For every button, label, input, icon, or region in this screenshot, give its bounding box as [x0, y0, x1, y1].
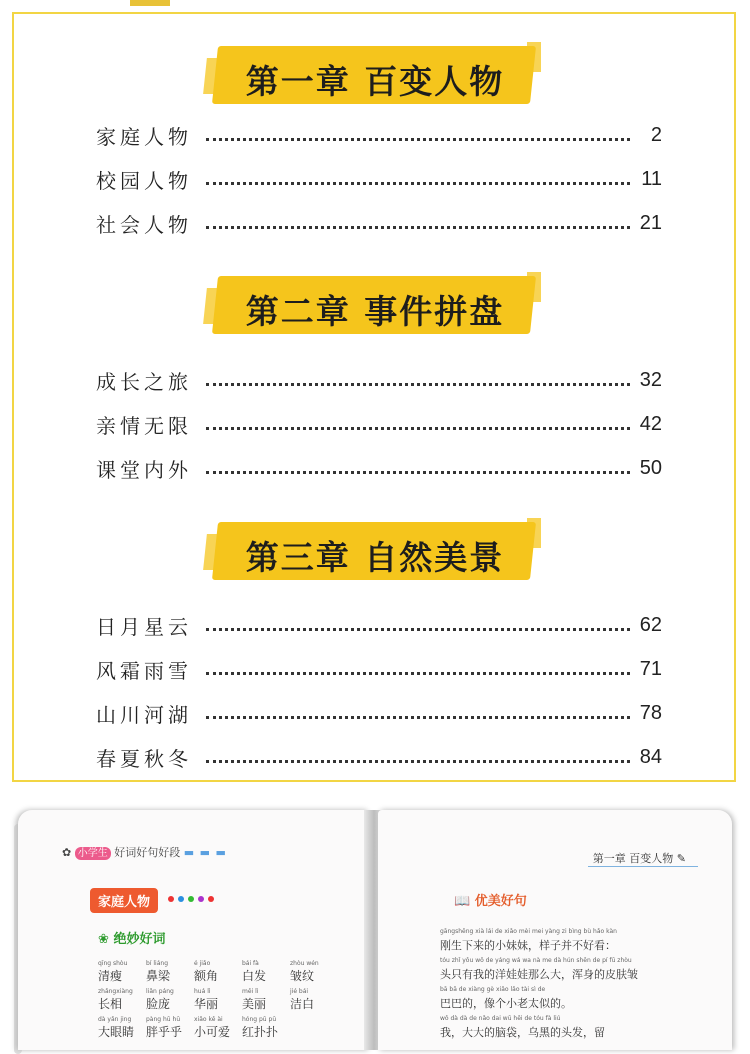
sentence-line — [440, 957, 710, 986]
word-text: 清瘦 — [98, 969, 123, 983]
chapter-2-banner — [205, 268, 545, 342]
leader-dots — [206, 672, 630, 675]
book-preview — [18, 810, 732, 1050]
word-item — [98, 988, 146, 1012]
section-banner: 家庭人物 — [90, 888, 158, 913]
word-grid — [98, 960, 338, 1040]
toc-entry-label: 家庭人物 — [96, 124, 192, 149]
word-pinyin: qīng shòu — [98, 960, 128, 967]
word-text: 胖乎乎 — [146, 1025, 183, 1039]
sentence-text: 我，大大的脑袋，乌黑的头发，留 — [440, 1026, 605, 1039]
word-item — [146, 988, 194, 1012]
toc-entry-label: 校园人物 — [96, 168, 192, 193]
series-header — [62, 844, 227, 860]
word-pinyin: zhòu wén — [290, 960, 319, 967]
sentence-block — [440, 928, 710, 1044]
word-item — [290, 988, 338, 1012]
word-pinyin: pàng hū hū — [146, 1016, 181, 1023]
toc-entry-label: 亲情无限 — [96, 413, 192, 438]
word-pinyin: xiǎo kě ài — [194, 1016, 223, 1023]
sentence-pinyin: bā bā de xiàng gè xiǎo lǎo tài sì de — [440, 986, 546, 993]
chapter-1-title: 第一章 百变人物 — [245, 62, 505, 101]
series-name: 好词好句好段 — [114, 846, 181, 859]
word-pinyin: bí liáng — [146, 960, 169, 967]
leader-dots — [206, 226, 630, 229]
toc-entry-label: 课堂内外 — [96, 457, 192, 482]
toc-entry[interactable] — [96, 610, 662, 640]
pencil-icon: ✎ — [676, 852, 686, 865]
toc-entry-label: 山川河湖 — [96, 702, 192, 727]
sentence-line — [440, 986, 710, 1015]
word-text: 鼻梁 — [146, 969, 171, 983]
chapter-1-banner — [205, 38, 545, 112]
word-pinyin: liǎn páng — [146, 988, 174, 995]
word-text: 小可爱 — [194, 1025, 231, 1039]
leader-dots — [206, 182, 630, 185]
kid-icon: ✿ — [62, 846, 72, 859]
subheading-label: 优美好句 — [474, 894, 527, 909]
word-item — [146, 960, 194, 984]
word-pinyin: měi lì — [242, 988, 259, 995]
toc-entry-page: 42 — [639, 412, 662, 435]
leader-dots — [206, 383, 630, 386]
word-pinyin: hóng pū pū — [242, 1016, 277, 1023]
toc-entry[interactable] — [96, 120, 662, 150]
toc-entry[interactable] — [96, 453, 662, 483]
toc-entry[interactable] — [96, 654, 662, 684]
toc-entry-label: 社会人物 — [96, 212, 192, 237]
toc-entry[interactable] — [96, 164, 662, 194]
running-header — [593, 850, 686, 866]
word-item — [242, 988, 290, 1012]
word-text: 美丽 — [242, 997, 267, 1011]
sentence-line — [440, 1015, 710, 1044]
top-decoration — [130, 0, 170, 6]
leader-dots — [206, 138, 630, 141]
word-pinyin: huá lì — [194, 988, 211, 995]
subheading-sentences — [454, 890, 527, 909]
word-text: 脸庞 — [146, 997, 171, 1011]
word-text: 华丽 — [194, 997, 219, 1011]
word-item — [146, 1016, 194, 1040]
toc-entry-label: 春夏秋冬 — [96, 746, 192, 771]
sentence-pinyin: tóu zhǐ yǒu wǒ de yáng wá wa nà me dà hún shēn de pí fū zhòu — [440, 957, 632, 964]
word-item — [290, 960, 338, 984]
word-text: 大眼睛 — [98, 1025, 135, 1039]
leader-dots — [206, 716, 630, 719]
subheading-label: 绝妙好词 — [113, 932, 166, 947]
series-tag: 小学生 — [75, 847, 111, 860]
toc-entry-page: 71 — [639, 657, 662, 680]
toc-entry-page: 32 — [639, 368, 662, 391]
toc-entry[interactable] — [96, 698, 662, 728]
word-pinyin: bái fà — [242, 960, 259, 967]
toc-entry-page: 62 — [639, 613, 662, 636]
toc-entry[interactable] — [96, 208, 662, 238]
toc-entry-page: 50 — [639, 456, 662, 479]
word-item — [242, 960, 290, 984]
word-item — [98, 960, 146, 984]
word-text: 红扑扑 — [242, 1025, 279, 1039]
word-pinyin: dà yǎn jing — [98, 1016, 132, 1023]
chapter-3-title: 第三章 自然美景 — [245, 538, 505, 577]
toc-entry[interactable] — [96, 409, 662, 439]
leader-dots — [206, 471, 630, 474]
chapter-2-title: 第二章 事件拼盘 — [245, 292, 505, 331]
running-header-label: 第一章 百变人物 — [592, 852, 674, 865]
right-page — [378, 810, 732, 1050]
toc-entry-page: 2 — [650, 123, 662, 146]
word-item — [194, 988, 242, 1012]
leader-dots — [206, 628, 630, 631]
sentence-line — [440, 928, 710, 957]
header-rule — [588, 866, 698, 867]
word-text: 白发 — [242, 969, 267, 983]
toc-entry-page: 21 — [639, 211, 662, 234]
word-item — [242, 1016, 290, 1040]
word-text: 长相 — [98, 997, 123, 1011]
left-page — [18, 810, 370, 1050]
toc-entry-page: 78 — [639, 701, 662, 724]
leader-dots — [206, 427, 630, 430]
sentence-text: 头只有我的洋娃娃那么大，浑身的皮肤皱 — [440, 968, 638, 981]
word-pinyin: é jiǎo — [194, 960, 211, 967]
toc-entry-label: 风霜雨雪 — [96, 658, 192, 683]
word-pinyin: zhǎngxiàng — [98, 988, 133, 995]
word-text: 皱纹 — [290, 969, 315, 983]
subheading-words — [98, 928, 165, 947]
toc-entry-page: 11 — [641, 167, 662, 190]
sprout-icon: ❀ — [98, 932, 109, 947]
toc-entry[interactable] — [96, 365, 662, 395]
dash-decoration: ▬ ▬ ▬ — [183, 846, 227, 859]
word-item — [98, 1016, 146, 1040]
book-icon: 📖 — [454, 894, 471, 909]
sentence-text: 巴巴的，像个小老太似的。 — [440, 997, 572, 1010]
word-pinyin: jié bái — [290, 988, 309, 995]
color-dots — [168, 896, 214, 902]
toc-entry-label: 成长之旅 — [96, 369, 192, 394]
word-item — [194, 1016, 242, 1040]
word-text: 洁白 — [290, 997, 315, 1011]
toc-entry-label: 日月星云 — [96, 614, 192, 639]
chapter-3-banner — [205, 514, 545, 588]
leader-dots — [206, 760, 630, 763]
word-text: 额角 — [194, 969, 219, 983]
toc-entry[interactable] — [96, 742, 662, 772]
sentence-pinyin: wǒ dà dà de nǎo dai wū hēi de tóu fà liú — [440, 1015, 561, 1022]
word-item — [194, 960, 242, 984]
sentence-pinyin: gāngshēng xià lái de xiǎo mèi mei yàng zi bìng bù hǎo kàn — [440, 928, 617, 935]
sentence-text: 刚生下来的小妹妹，样子并不好看： — [440, 939, 616, 952]
toc-entry-page: 84 — [639, 745, 662, 768]
